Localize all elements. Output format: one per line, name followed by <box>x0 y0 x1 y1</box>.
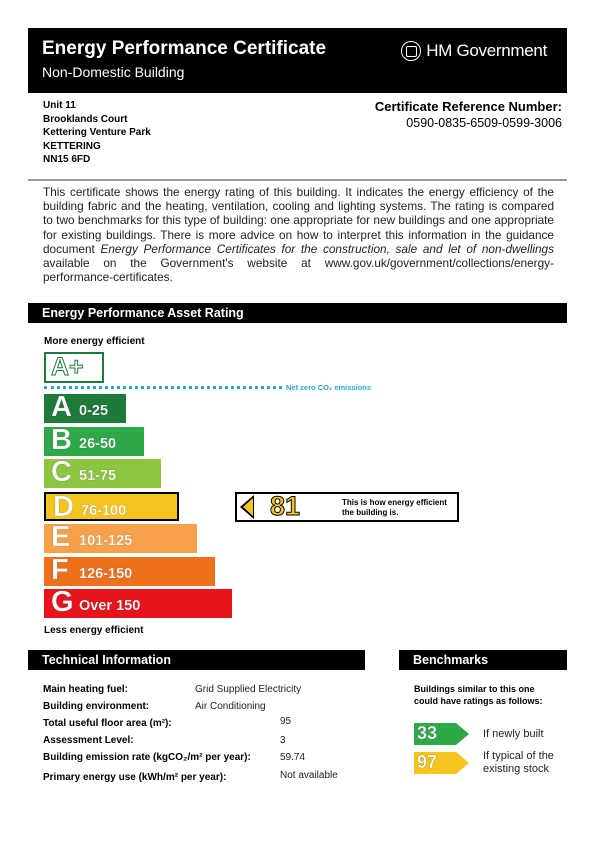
address-line: Unit 11 <box>43 100 76 111</box>
tech-value: Not available <box>280 770 338 781</box>
address-line: NN15 6FD <box>43 154 91 165</box>
technical-info-heading: Technical Information <box>28 650 365 670</box>
band-range: 51-75 <box>79 468 117 484</box>
benchmark-value: 33 <box>417 723 438 743</box>
certificate-title: Energy Performance Certificate <box>42 38 327 59</box>
certificate-subtitle: Non-Domestic Building <box>42 64 185 80</box>
intro-text: This certificate shows the energy rating of this building. It indicates the energy efficiency of the building fabric and the heating, ventilation, cooling and lighting systems. The rating is compared to two benchmarks for this type of building: one appropriate for new buildings and one appropriate for existing buildings. There is more advice on how to interpret this information in the guidance document <box>43 185 554 256</box>
reference-number: 0590-0835-6509-0599-3006 <box>406 116 562 130</box>
benchmarks-heading: Benchmarks <box>399 650 567 670</box>
band-range: Over 150 <box>79 598 141 614</box>
band-a <box>44 391 126 423</box>
band-range: 101-125 <box>79 533 133 549</box>
band-letter: G <box>51 586 74 618</box>
band-letter: D <box>53 490 74 523</box>
less-efficient-label: Less energy efficient <box>44 625 144 636</box>
divider <box>28 179 567 181</box>
tech-value: Air Conditioning <box>195 701 266 712</box>
property-address <box>43 99 151 167</box>
rating-score-text: This is how energy efficient the building is. <box>342 498 447 517</box>
band-aplus-letter: A+ <box>51 353 84 381</box>
royal-crest-icon <box>401 41 421 61</box>
band-range: 0-25 <box>79 403 109 419</box>
pointer-arrow-icon <box>240 495 254 519</box>
band-c <box>44 456 161 488</box>
reference-label: Certificate Reference Number: <box>374 99 562 114</box>
band-range: 76-100 <box>81 502 127 519</box>
benchmark-value: 97 <box>417 752 438 772</box>
tech-value: Grid Supplied Electricity <box>195 684 302 695</box>
benchmark-label: If typical of the existing stock <box>483 750 554 775</box>
band-letter: B <box>51 423 72 456</box>
tech-value: 95 <box>280 716 292 727</box>
rating-pointer <box>235 492 459 522</box>
band-aplus <box>44 352 104 383</box>
net-zero-label: Net zero CO₂ emissions <box>286 383 372 392</box>
certificate-reference <box>375 99 562 130</box>
hm-government-logo <box>401 41 547 61</box>
address-line: KETTERING <box>43 140 101 152</box>
tech-label: Main heating fuel: <box>43 684 128 695</box>
band-e <box>44 521 197 553</box>
tech-label: Total useful floor area (m²): <box>43 718 172 729</box>
rating-score: 81 <box>270 491 301 521</box>
band-letter: F <box>51 553 69 586</box>
more-efficient-label: More energy efficient <box>44 336 145 347</box>
intro-guidance-title: Energy Performance Certificates for the construction, sale and let of non-dwellings <box>100 241 554 256</box>
tech-value: 3 <box>280 735 286 746</box>
band-letter: E <box>51 521 71 553</box>
benchmark-arrow <box>414 752 469 774</box>
tech-value: 59.74 <box>280 752 306 763</box>
hm-government-text: HM Government <box>426 41 547 60</box>
band-letter: C <box>51 456 72 488</box>
band-f <box>44 553 215 586</box>
tech-label: Assessment Level: <box>43 735 134 746</box>
asset-rating-heading: Energy Performance Asset Rating <box>28 303 567 323</box>
benchmark-label: If newly built <box>483 728 544 740</box>
band-range: 126-150 <box>79 565 133 582</box>
band-letter: A <box>51 391 72 423</box>
benchmarks-intro: Buildings similar to this one could have ratings as follows: <box>414 684 543 706</box>
band-d <box>44 492 179 521</box>
intro-paragraph <box>43 185 554 284</box>
intro-text-end: available on the Government's website at www.gov.uk/government/collections/energy-performance-certificates. <box>43 256 554 285</box>
band-b <box>44 423 144 456</box>
address-line: Brooklands Court <box>43 113 128 125</box>
tech-label: Building emission rate (kgCO₂/m² per year): <box>43 752 251 763</box>
band-g <box>44 586 232 618</box>
address-line: Kettering Venture Park <box>43 127 151 138</box>
tech-label: Building environment: <box>43 701 150 712</box>
tech-label: Primary energy use (kWh/m² per year): <box>43 772 227 783</box>
benchmark-arrow <box>414 723 469 745</box>
net-zero-dotted-line <box>44 386 282 389</box>
band-range: 26-50 <box>79 435 117 452</box>
certificate-header <box>28 28 567 93</box>
